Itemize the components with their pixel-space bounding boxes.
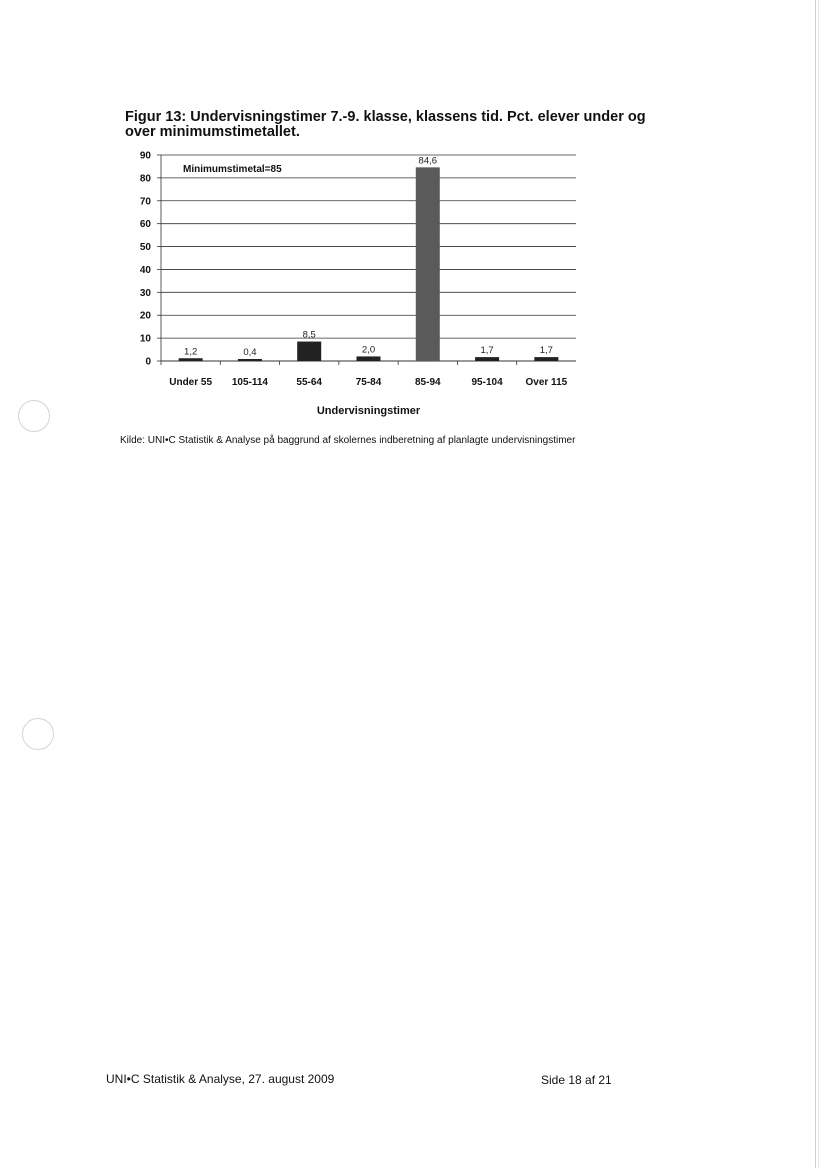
x-category-label: 85-94 [414,377,441,388]
page-edge-line-secondary [818,0,819,1168]
bar [357,356,381,361]
bar-chart [125,145,595,425]
figure-title: Figur 13: Undervisningstimer 7.-9. klasse, klassens tid. Pct. elever under og over minimumstimetallet. [125,109,646,140]
bar-value-label: 2,0 [361,344,376,356]
x-axis-categories [169,377,567,388]
source-note: Kilde: UNI•C Statistik & Analyse på baggrund af skolernes indberetning af planlagte undervisningstimer [120,435,576,446]
x-category-label: Over 115 [525,377,568,388]
x-category-label: 75-84 [355,377,382,388]
bar [475,357,499,361]
x-axis-label: Undervisningstimer [316,405,421,417]
y-tick-label: 0 [145,356,151,368]
punch-hole-mark [22,718,54,750]
bars [179,167,559,361]
x-category-label: 105-114 [231,377,269,388]
y-axis-ticks [140,151,152,368]
y-tick-label: 40 [139,264,151,276]
bar-value-label: 1,7 [480,345,494,357]
y-tick-label: 90 [139,150,151,162]
y-tick-label: 10 [139,333,151,345]
y-tick-label: 70 [139,196,151,208]
bar [416,167,440,361]
bar-value-label: 1,2 [184,346,198,358]
grid-lines [157,155,576,365]
bar [297,342,321,361]
bar-value-label: 8,5 [302,329,316,341]
bar-value-label: 84,6 [418,155,438,167]
bar-value-label: 0,4 [243,347,257,358]
page-edge-line [815,0,816,1168]
bar [534,357,558,361]
punch-hole-mark [18,400,50,432]
y-tick-label: 30 [139,287,151,299]
y-tick-label: 50 [139,242,151,254]
x-category-label: Under 55 [169,377,213,388]
x-category-label: 55-64 [296,377,323,388]
data-labels [184,155,553,358]
x-category-label: 95-104 [471,377,503,388]
annotation-minimum: Minimumstimetal=85 [183,164,282,175]
bar-value-label: 1,7 [539,345,553,357]
bar [238,359,262,361]
y-tick-label: 60 [139,219,151,231]
footer-publisher-date: UNI•C Statistik & Analyse, 27. august 2009 [106,1072,335,1086]
y-tick-label: 20 [139,310,151,322]
bar [179,358,203,361]
footer-page-number: Side 18 af 21 [541,1073,612,1087]
y-tick-label: 80 [139,173,151,185]
